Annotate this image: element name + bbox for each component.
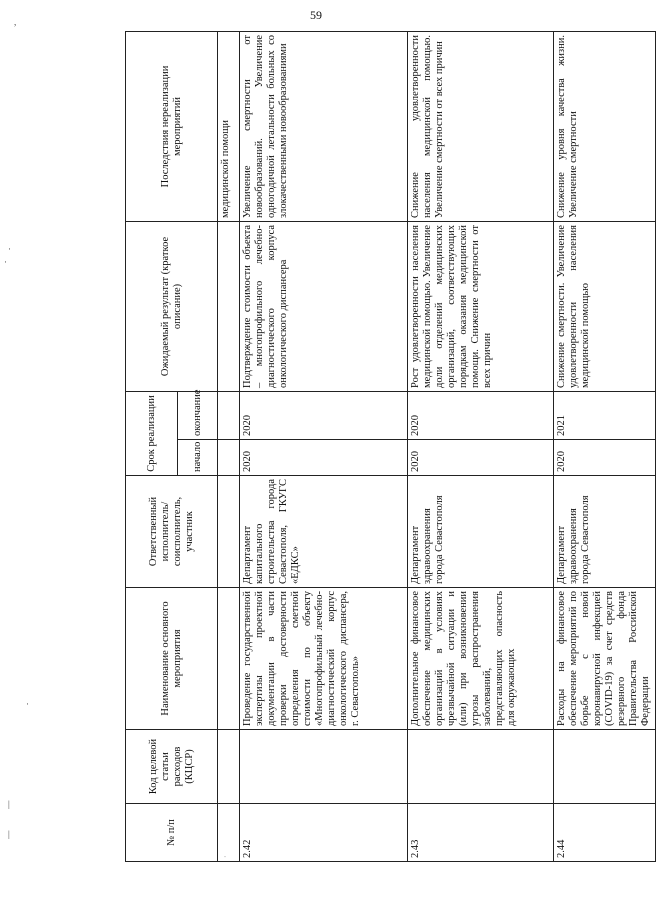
header-resp: Ответственный исполнитель/соисполнитель, участник (126, 476, 218, 588)
cell (218, 221, 240, 391)
cell (218, 588, 240, 730)
cell-resp: Департамент здравоохранения города Севастополя (408, 476, 554, 588)
table-row (240, 31, 408, 861)
cell-end: 2020 (240, 391, 408, 439)
cell-start: 2020 (554, 440, 656, 476)
cell-kbk (554, 730, 656, 804)
margin-mark: · (4, 257, 7, 267)
cell-name: Дополнительное финансовое обеспечение медицинских организаций в условиях чрезвычайной ситуации и (или) при возникновении угрозы распространения заболеваний, представляющих опасность для окружающих (408, 588, 554, 730)
header-term: Срок реализации (126, 391, 178, 475)
measures-table (125, 31, 656, 862)
header-row (126, 31, 178, 861)
margin-mark: | (8, 799, 10, 809)
header-kbk: Код целевой статьи расходов (КЦСР) (126, 730, 218, 804)
table-row (408, 31, 554, 861)
cell-name: Расходы на финансовое обеспечение мероприятий по борьбе с новой коронавирусной инфекцией (COVID-19) за счет средств резервного фонда Правительства Российской Федерации (554, 588, 656, 730)
header-num: № п/п (126, 804, 218, 862)
cell-result: Рост удовлетворенности населения медицинской помощью. Увеличение доли отделений медицинских организаций, соответствующих порядкам оказания медицинской помощи. Снижение смертности от всех причин (408, 221, 554, 391)
margin-mark: , (14, 17, 17, 27)
cell: · (218, 804, 240, 862)
cell-name: Проведение государственной экспертизы проектной документации в части проверки достоверности определения сметной стоимости по объекту «Многопрофильный лечебно-диагностический корпус онкологического диспансера, г. Севастополь» (240, 588, 408, 730)
cell-result: Снижение смертности. Увеличение удовлетворенности населения медицинской помощью (554, 221, 656, 391)
cell (218, 440, 240, 476)
cell-end: 2021 (554, 391, 656, 439)
cell-consequences: медицинской помощи (218, 31, 240, 221)
table-row-carry (218, 31, 240, 861)
page-number: 59 (310, 8, 322, 22)
cell-kbk (408, 730, 554, 804)
cell-num: 2.42 (240, 804, 408, 862)
cell-num: 2.43 (408, 804, 554, 862)
margin-mark: · (26, 699, 29, 709)
cell-start: 2020 (240, 440, 408, 476)
cell-resp: Департамент здравоохранения города Севастополя (554, 476, 656, 588)
table-row (554, 31, 656, 861)
cell-resp: Департамент капитального строительства города Севастополя, ГКУГС «ЕДКС» (240, 476, 408, 588)
rotated-table-container (125, 32, 651, 862)
cell (218, 730, 240, 804)
header-start: начало (178, 440, 218, 476)
cell-consequences: Снижение удовлетворенности населения медицинской помощью. Увеличение смертности от всех причин (408, 31, 554, 221)
cell-start: 2020 (408, 440, 554, 476)
header-name: Наименование основного мероприятия (126, 588, 218, 730)
margin-mark: · (8, 244, 11, 254)
cell-consequences: Снижение уровня качества жизни. Увеличение смертности (554, 31, 656, 221)
header-result: Ожидаемый результат (краткое описание) (126, 221, 218, 391)
cell-kbk (240, 730, 408, 804)
cell (218, 391, 240, 439)
cell-consequences: Увеличение смертности от новообразований. Увеличение одногодичной летальности больных со злокачественными новообразованиями (240, 31, 408, 221)
cell-num: 2.44 (554, 804, 656, 862)
header-end: окончание (178, 391, 218, 439)
cell (218, 476, 240, 588)
header-consequences: Последствия нереализации мероприятий (126, 31, 218, 221)
cell-end: 2020 (408, 391, 554, 439)
cell-result: Подтверждение стоимости объекта – многопрофильного лечебно-диагностического корпуса онкологического диспансера (240, 221, 408, 391)
margin-mark: | (8, 829, 10, 839)
